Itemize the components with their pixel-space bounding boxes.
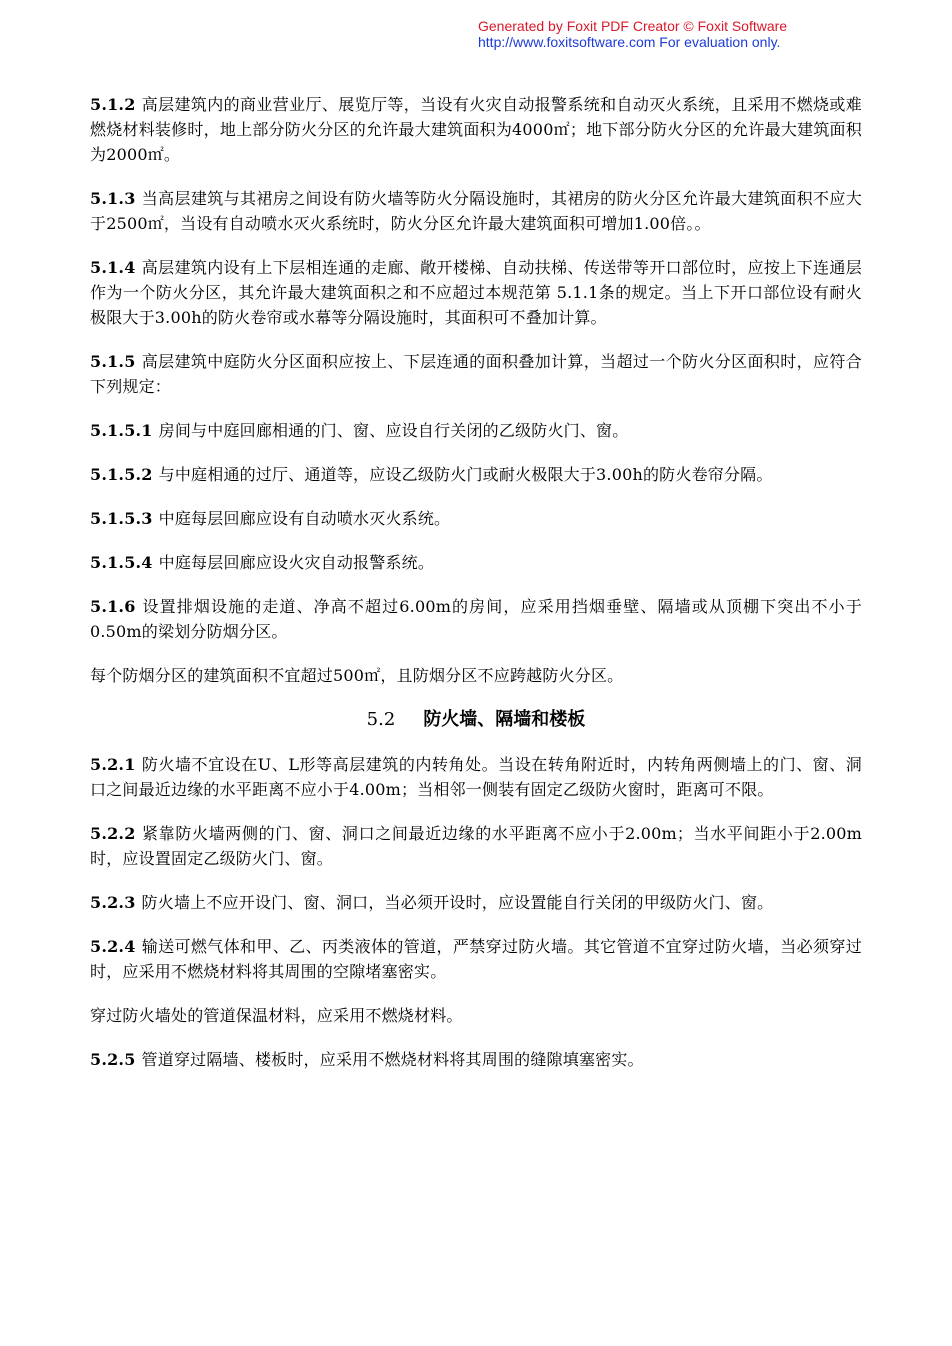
clause-number: 5.2.3: [90, 893, 136, 912]
clause-text: 管道穿过隔墙、楼板时，应采用不燃烧材料将其周围的缝隙填塞密实。: [141, 1050, 644, 1069]
clause-number: 5.2.5: [90, 1050, 136, 1069]
paragraph-5-1-5-3: [90, 506, 862, 531]
paragraph-5-2-4: [90, 934, 862, 984]
paragraph-5-2-1: [90, 752, 862, 802]
clause-text: 防火墙上不应开设门、窗、洞口，当必须开设时，应设置能自行关闭的甲级防火门、窗。: [141, 893, 774, 912]
paragraph-5-1-6-note: [90, 663, 862, 688]
clause-number: 5.1.2: [90, 95, 136, 114]
paragraph-5-1-4: [90, 255, 862, 330]
paragraph-5-2-5: [90, 1047, 862, 1072]
clause-text: 中庭每层回廊应设有自动喷水灭火系统。: [158, 509, 451, 528]
clause-number: 5.1.3: [90, 189, 136, 208]
clause-text: 紧靠防火墙两侧的门、窗、洞口之间最近边缘的水平距离不应小于2.00m；当水平间距小于2.00m时，应设置固定乙级防火门、窗。: [90, 824, 862, 868]
clause-text: 高层建筑中庭防火分区面积应按上、下层连通的面积叠加计算，当超过一个防火分区面积时，应符合下列规定：: [90, 352, 862, 396]
clause-number: 5.1.5.4: [90, 553, 153, 572]
clause-text: 高层建筑内的商业营业厅、展览厅等，当设有火灾自动报警系统和自动灭火系统，且采用不燃烧或难燃烧材料装修时，地上部分防火分区的允许最大建筑面积为4000㎡；地下部分防火分区的允许最大建筑面积为2000㎡。: [90, 95, 862, 164]
paragraph-5-1-2: [90, 92, 862, 167]
clause-text: 防火墙不宜设在U、L形等高层建筑的内转角处。当设在转角附近时，内转角两侧墙上的门、窗、洞口之间最近边缘的水平距离不应小于4.00m；当相邻一侧装有固定乙级防火窗时，距离可不限。: [90, 755, 862, 799]
clause-number: 5.1.5: [90, 352, 136, 371]
clause-number: 5.2.4: [90, 937, 136, 956]
paragraph-5-1-6: [90, 594, 862, 644]
paragraph-5-1-5-2: [90, 462, 862, 487]
paragraph-5-1-5: [90, 349, 862, 399]
paragraph-5-2-2: [90, 821, 862, 871]
watermark-line-2: http://www.foxitsoftware.com For evaluation only.: [478, 34, 781, 50]
clause-text: 穿过防火墙处的管道保温材料，应采用不燃烧材料。: [90, 1006, 463, 1025]
section-number: 5.2: [366, 709, 396, 730]
paragraph-5-2-4-note: [90, 1003, 862, 1028]
paragraph-5-1-3: [90, 186, 862, 236]
clause-text: 中庭每层回廊应设火灾自动报警系统。: [158, 553, 435, 572]
paragraph-5-1-5-1: [90, 418, 862, 443]
paragraph-5-2-3: [90, 890, 862, 915]
clause-text: 当高层建筑与其裙房之间设有防火墙等防火分隔设施时，其裙房的防火分区允许最大建筑面积不应大于2500㎡，当设有自动喷水灭火系统时，防火分区允许最大建筑面积可增加1.00倍。。: [90, 189, 862, 233]
clause-number: 5.1.5.2: [90, 465, 153, 484]
clause-text: 输送可燃气体和甲、乙、丙类液体的管道，严禁穿过防火墙。其它管道不宜穿过防火墙，当必须穿过时，应采用不燃烧材料将其周围的空隙堵塞密实。: [90, 937, 862, 981]
clause-text: 设置排烟设施的走道、净高不超过6.00m的房间，应采用挡烟垂壁、隔墙或从顶棚下突出不小于0.50m的梁划分防烟分区。: [90, 597, 862, 641]
clause-number: 5.2.1: [90, 755, 136, 774]
foxit-watermark: [478, 18, 898, 50]
clause-number: 5.2.2: [90, 824, 136, 843]
watermark-line-1: Generated by Foxit PDF Creator © Foxit Software: [478, 18, 788, 34]
clause-text: 房间与中庭回廊相通的门、窗、应设自行关闭的乙级防火门、窗。: [158, 421, 629, 440]
clause-text: 与中庭相通的过厅、通道等，应设乙级防火门或耐火极限大于3.00h的防火卷帘分隔。: [158, 465, 773, 484]
clause-number: 5.1.5.1: [90, 421, 153, 440]
clause-number: 5.1.6: [90, 597, 136, 616]
clause-text: 高层建筑内设有上下层相连通的走廊、敞开楼梯、自动扶梯、传送带等开口部位时，应按上下连通层作为一个防火分区，其允许最大建筑面积之和不应超过本规范第 5.1.1条的规定。当上下开口部位设有耐火极限大于3.00h的防火卷帘或水幕等分隔设施时，其面积可不叠加计算。: [90, 258, 862, 327]
clause-text: 每个防烟分区的建筑面积不宜超过500㎡，且防烟分区不应跨越防火分区。: [90, 666, 624, 685]
clause-number: 5.1.4: [90, 258, 136, 277]
paragraph-5-1-5-4: [90, 550, 862, 575]
section-title-text: 防火墙、隔墙和楼板: [423, 709, 586, 730]
clause-number: 5.1.5.3: [90, 509, 153, 528]
section-heading: [90, 707, 862, 733]
document-body: [90, 92, 862, 1091]
